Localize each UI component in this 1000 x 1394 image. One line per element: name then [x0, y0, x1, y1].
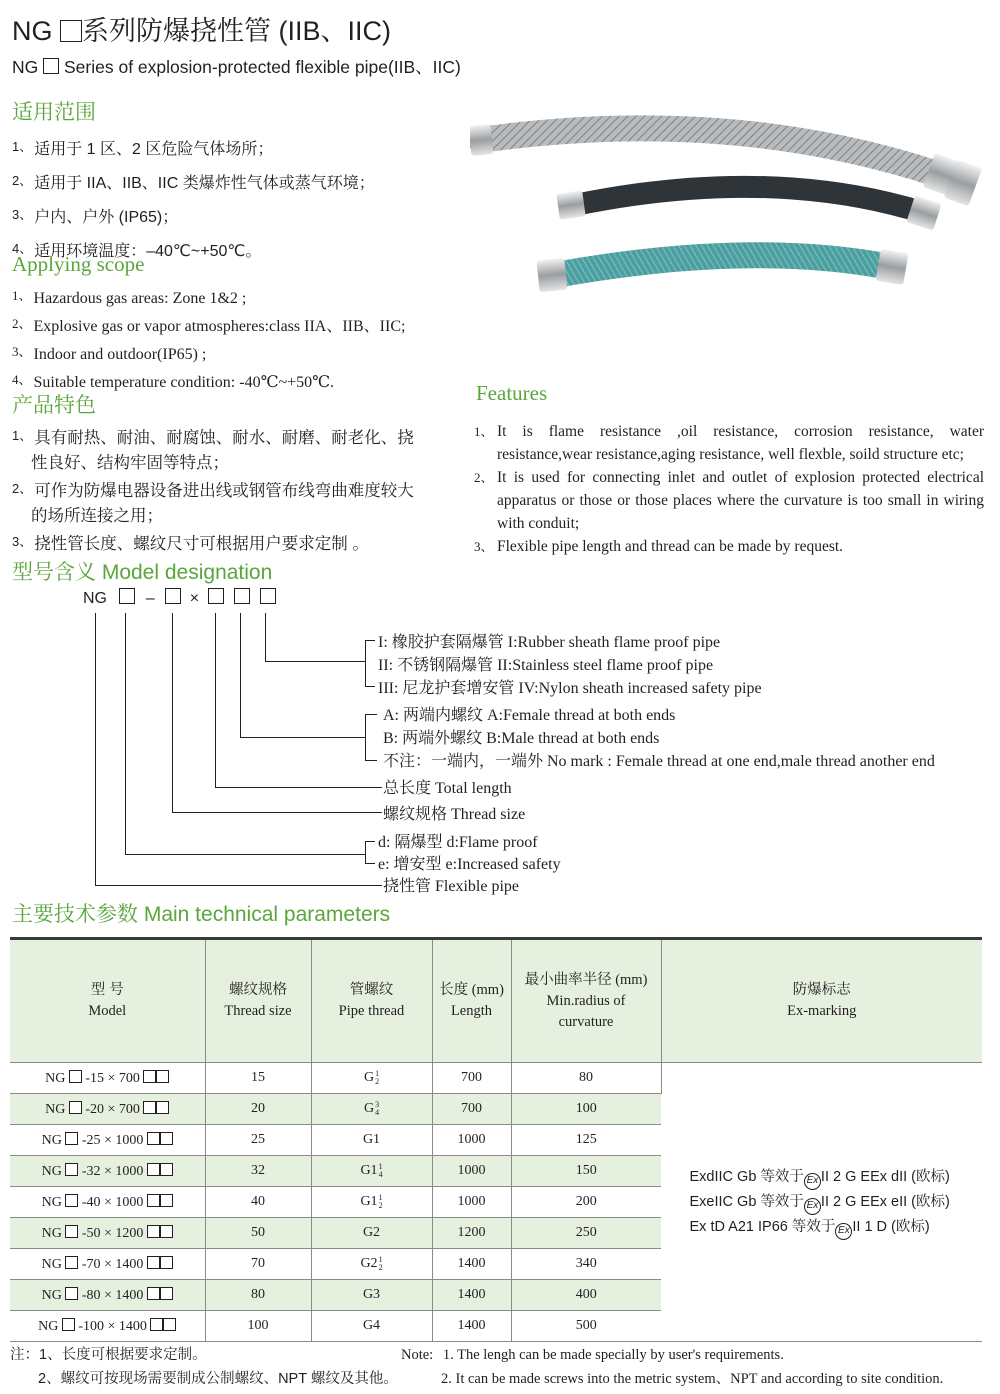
cell-pipe-thread: G2 1 2 [311, 1249, 432, 1280]
cell-length: 1000 [432, 1187, 511, 1218]
cell-length: 1400 [432, 1311, 511, 1342]
ex-marking-line: ExdIIC Gb 等效于 Ex II 2 G EEx dII (欧标) [690, 1165, 983, 1190]
label-type-d: d: 隔爆型 d:Flame proof [378, 834, 538, 851]
cell-pipe-thread: G3 [311, 1280, 432, 1311]
scope-en-list [12, 283, 405, 395]
notes-cn: 注：1、长度可根据要求定制。 2、螺纹可按现场需要制成公制螺纹、NPT 螺纹及其他。 [10, 1347, 398, 1387]
cell-thread-size: 20 [205, 1094, 311, 1125]
col-thread-size: 螺纹规格 Thread size [205, 939, 311, 1063]
params-heading: 主要技术参数 Main technical parameters [12, 903, 391, 926]
cell-thread-size: 80 [205, 1280, 311, 1311]
list-item: 1、 具有耐热、耐油、耐腐蚀、耐水、耐磨、耐老化、挠 [12, 428, 414, 447]
list-item: 1、 It is flame resistance ,oil resistance, corrosion resistance, water resistance,wear resistance,aging resistance, well flexble, soild structure etc; [474, 423, 984, 463]
product-photo [470, 95, 990, 310]
col-ex-marking: 防爆标志 Ex-marking [661, 939, 982, 1063]
list-item: 1、 适用于 1 区、2 区危险气体场所； [12, 139, 274, 158]
col-min-radius: 最小曲率半径 (mm) Min.radius of curvature [511, 939, 661, 1063]
cell-length: 1000 [432, 1125, 511, 1156]
table-header-row [10, 939, 982, 1063]
teal-hose [555, 255, 890, 275]
col-model: 型 号 Model [10, 939, 205, 1063]
features-en-heading: Features [476, 381, 548, 405]
page-subtitle [12, 56, 461, 78]
label-type-e: e: 增安型 e:Increased safety [378, 856, 561, 873]
cell-thread-size: 15 [205, 1063, 311, 1094]
black-hose [575, 187, 925, 213]
list-item: 2、 Explosive gas or vapor atmospheres:class IIA、IIB、IIC; [12, 316, 406, 335]
cell-min-radius: 250 [511, 1218, 661, 1249]
cell-min-radius: 80 [511, 1063, 661, 1094]
list-item: 3、 Indoor and outdoor(IP65) ; [12, 344, 207, 363]
fitting [470, 124, 494, 156]
ex-symbol-icon: Ex [835, 1223, 852, 1240]
cell-length: 1200 [432, 1218, 511, 1249]
cell-min-radius: 150 [511, 1156, 661, 1187]
cell-pipe-thread: G 3 4 [311, 1094, 432, 1125]
code-box-size [165, 588, 181, 604]
scope-cn-heading: 适用范围 [12, 101, 96, 124]
cell-model: NG -15 × 700 [10, 1063, 205, 1094]
label-thread-size: 螺纹规格 Thread size [383, 806, 526, 823]
label-thread-a: A: 两端内螺纹 A:Female thread at both ends [383, 707, 676, 724]
code-box-type [119, 588, 135, 604]
cell-length: 700 [432, 1094, 511, 1125]
cell-length: 1400 [432, 1249, 511, 1280]
scope-en-heading: Applying scope [12, 252, 145, 276]
label-sheath-1: I: 橡胶护套隔爆管 I:Rubber sheath flame proof pipe [378, 634, 721, 651]
cell-pipe-thread: G1 1 2 [311, 1187, 432, 1218]
code-box-thread [234, 588, 250, 604]
cell-model: NG -20 × 700 [10, 1094, 205, 1125]
code-box-length [208, 588, 224, 604]
cell-model: NG -80 × 1400 [10, 1280, 205, 1311]
cell-min-radius: 400 [511, 1280, 661, 1311]
cell-thread-size: 100 [205, 1311, 311, 1342]
list-item: 4、 Suitable temperature condition: -40℃~+50℃. [12, 372, 335, 391]
cell-length: 700 [432, 1063, 511, 1094]
features-en-list [474, 420, 984, 558]
cell-ex-marking [661, 1063, 982, 1342]
cell-thread-size: 40 [205, 1187, 311, 1218]
list-item: 2、 适用于 IIA、IIB、IIC 类爆炸性气体或蒸气环境； [12, 173, 375, 192]
cell-pipe-thread: G2 [311, 1218, 432, 1249]
features-cn-list [12, 423, 414, 557]
cell-model: NG -100 × 1400 [10, 1311, 205, 1342]
ex-marking-line: Ex tD A21 IP66 等效于 Ex II 1 D (欧标) [690, 1215, 983, 1240]
cell-model: NG -50 × 1200 [10, 1218, 205, 1249]
fitting [875, 249, 908, 285]
page-title [12, 14, 391, 48]
ex-marking-line: ExeIIC Gb 等效于 Ex II 2 G EEx eII (欧标) [690, 1190, 983, 1215]
steel-hose [480, 128, 940, 175]
subtitle-en: Series of explosion-protected flexible pipe(IIB、IIC) [64, 57, 461, 77]
cell-model: NG -70 × 1400 [10, 1249, 205, 1280]
list-item: 3、 挠性管长度、螺纹尺寸可根据用户要求定制 。 [12, 534, 369, 553]
list-item-continued: 的场所连接之用； [31, 507, 163, 525]
model-heading: 型号含义 Model designation [12, 561, 273, 584]
cell-length: 1400 [432, 1280, 511, 1311]
cell-pipe-thread: G1 1 4 [311, 1156, 432, 1187]
list-item: 1、 Hazardous gas areas: Zone 1&2 ; [12, 288, 247, 307]
label-total-length: 总长度 Total length [383, 780, 512, 797]
fitting [536, 258, 567, 293]
notes-en: Note: 1. The lengh can be made specially by user's requirements. 2. It can be made screws into the metric system、NPT and according to site condition. [401, 1347, 944, 1387]
cell-length: 1000 [432, 1156, 511, 1187]
features-cn-heading: 产品特色 [12, 394, 96, 417]
cell-min-radius: 340 [511, 1249, 661, 1280]
cell-thread-size: 25 [205, 1125, 311, 1156]
placeholder-box [60, 20, 82, 42]
table-row [10, 1063, 982, 1094]
label-thread-none: 不注：一端内，一端外 No mark : Female thread at one end,male thread another end [383, 753, 935, 770]
code-box-sheath [260, 588, 276, 604]
col-length: 长度 (mm) Length [432, 939, 511, 1063]
list-item: 2、 可作为防爆电器设备进出线或钢管布线弯曲难度较大 [12, 481, 414, 500]
cell-thread-size: 70 [205, 1249, 311, 1280]
ex-symbol-icon: Ex [804, 1173, 821, 1190]
label-thread-b: B: 两端外螺纹 B:Male thread at both ends [383, 730, 660, 747]
subtitle-prefix: NG [12, 57, 39, 77]
cell-model: NG -40 × 1000 [10, 1187, 205, 1218]
list-item-continued: 性良好、结构牢固等特点； [31, 454, 229, 472]
list-item: 2、 It is used for connecting inlet and outlet of explosion protected electrical apparatus or those or those places where the curvature is too small in wiring with conduit; [474, 469, 984, 532]
cell-model: NG -25 × 1000 [10, 1125, 205, 1156]
label-flexible: 挠性管 Flexible pipe [383, 878, 519, 895]
list-item: 4、 适用环境温度：–40℃~+50℃。 [12, 241, 262, 260]
cell-min-radius: 500 [511, 1311, 661, 1342]
cell-thread-size: 50 [205, 1218, 311, 1249]
list-item: 3、 户内、户外 (IP65)； [12, 207, 179, 226]
cell-min-radius: 125 [511, 1125, 661, 1156]
cell-model: NG -32 × 1000 [10, 1156, 205, 1187]
title-cn: 系列防爆挠性管 (IIB、IIC) [82, 16, 392, 46]
params-table [10, 937, 982, 1342]
cell-pipe-thread: G1 [311, 1125, 432, 1156]
fitting [556, 190, 585, 219]
cell-pipe-thread: G4 [311, 1311, 432, 1342]
scope-cn-list [12, 131, 375, 267]
cell-min-radius: 200 [511, 1187, 661, 1218]
list-item: 3、 Flexible pipe length and thread can be made by request. [474, 538, 844, 555]
label-sheath-3: III: 尼龙护套增安管 IV:Nylon sheath increased safety pipe [378, 680, 762, 697]
cell-thread-size: 32 [205, 1156, 311, 1187]
cell-pipe-thread: G 1 2 [311, 1063, 432, 1094]
label-sheath-2: II: 不锈钢隔爆管 II:Stainless steel flame proof pipe [378, 657, 714, 674]
ex-symbol-icon: Ex [804, 1198, 821, 1215]
placeholder-box [43, 58, 59, 74]
cell-min-radius: 100 [511, 1094, 661, 1125]
model-code: NG – × [83, 588, 276, 609]
col-pipe-thread: 管螺纹 Pipe thread [311, 939, 432, 1063]
title-prefix: NG [12, 16, 53, 46]
